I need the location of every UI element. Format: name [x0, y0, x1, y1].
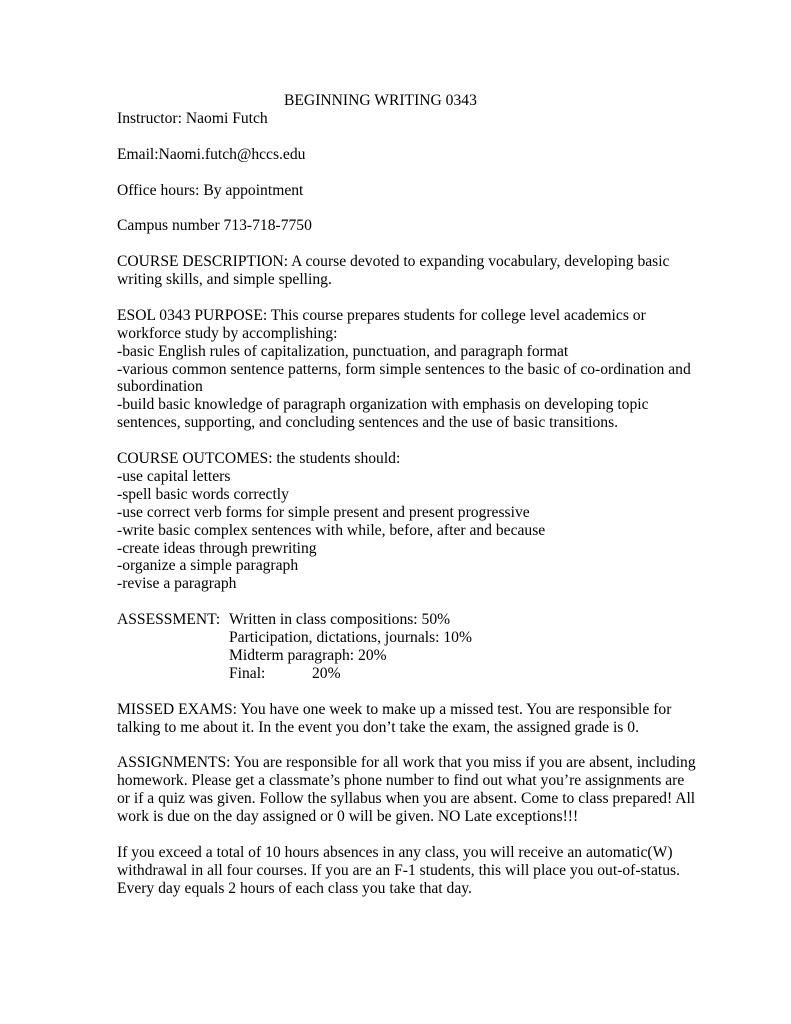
purpose-item: -build basic knowledge of paragraph organization with emphasis on developing topic sentences, supporting, and concluding sentences and the use of basic transitions.: [117, 396, 649, 432]
assessment-item: Participation, dictations, journals: 10%: [229, 629, 472, 647]
assessment-final-label: Final:: [229, 664, 266, 682]
instructor-line: Instructor: Naomi Futch: [117, 109, 268, 127]
outcome-item: -use capital letters: [117, 467, 231, 485]
outcomes-list: [117, 468, 697, 593]
outcomes-section: [117, 450, 697, 593]
assessment-final-value: 20%: [312, 664, 341, 682]
purpose-section: [117, 307, 697, 432]
assignments-policy: ASSIGNMENTS: You are responsible for all work that you miss if you are absent, including homework. Please get a classmate’s phone number to find out what you’re assignments are or if a quiz was given. Follow the syllabus when you are absent. Come to class prepared! All work is due on the day assigned or 0 will be given. NO Late exceptions!!!: [117, 754, 696, 826]
spacer: [117, 164, 697, 182]
assessment-final: [229, 665, 472, 683]
office-hours-line: Office hours: By appointment: [117, 181, 304, 199]
outcome-item: -use correct verb forms for simple present and present progressive: [117, 503, 530, 521]
purpose-item: -basic English rules of capitalization, punctuation, and paragraph format: [117, 342, 569, 360]
campus-number-line: Campus number 713-718-7750: [117, 217, 312, 235]
absences-policy: If you exceed a total of 10 hours absences in any class, you will receive an automatic(W) withdrawal in all four courses. If you are an F-1 students, this will place you out-of-status. Every day equals 2 hours of each class you take that day.: [117, 843, 680, 897]
outcome-item: -write basic complex sentences with while, before, after and because: [117, 521, 546, 539]
assessment-item: Midterm paragraph: 20%: [229, 646, 387, 664]
assessment-section: [117, 611, 697, 683]
email-line: Email:Naomi.futch@hccs.edu: [117, 145, 306, 163]
spacer: [117, 128, 697, 146]
syllabus-content: [117, 92, 697, 898]
purpose-list: [117, 343, 697, 433]
outcome-item: -organize a simple paragraph: [117, 557, 299, 575]
spacer: [117, 683, 697, 701]
assessment-label: ASSESSMENT:: [117, 611, 221, 629]
spacer: [117, 826, 697, 844]
spacer: [117, 199, 697, 217]
spacer: [117, 737, 697, 755]
spacer: [117, 289, 697, 307]
purpose-intro: ESOL 0343 PURPOSE: This course prepares students for college level academics or workforce study by accomplishing:: [117, 306, 646, 342]
outcome-item: -create ideas through prewriting: [117, 539, 317, 557]
missed-exams-policy: MISSED EXAMS: You have one week to make up a missed test. You are responsible for talking to me about it. In the event you don’t take the exam, the assigned grade is 0.: [117, 700, 672, 736]
spacer: [117, 432, 697, 450]
assessment-item: Written in class compositions: 50%: [229, 611, 451, 629]
outcome-item: -spell basic words correctly: [117, 485, 289, 503]
purpose-item: -various common sentence patterns, form simple sentences to the basic of co-ordination and subordination: [117, 360, 691, 396]
outcome-item: -revise a paragraph: [117, 575, 237, 593]
spacer: [117, 593, 697, 611]
spacer: [117, 235, 697, 253]
document-title: BEGINNING WRITING 0343: [284, 92, 477, 109]
outcomes-intro: COURSE OUTCOMES: the students should:: [117, 450, 401, 468]
assessment-items: [229, 611, 472, 683]
course-description: COURSE DESCRIPTION: A course devoted to expanding vocabulary, developing basic writing skills, and simple spelling.: [117, 253, 670, 288]
